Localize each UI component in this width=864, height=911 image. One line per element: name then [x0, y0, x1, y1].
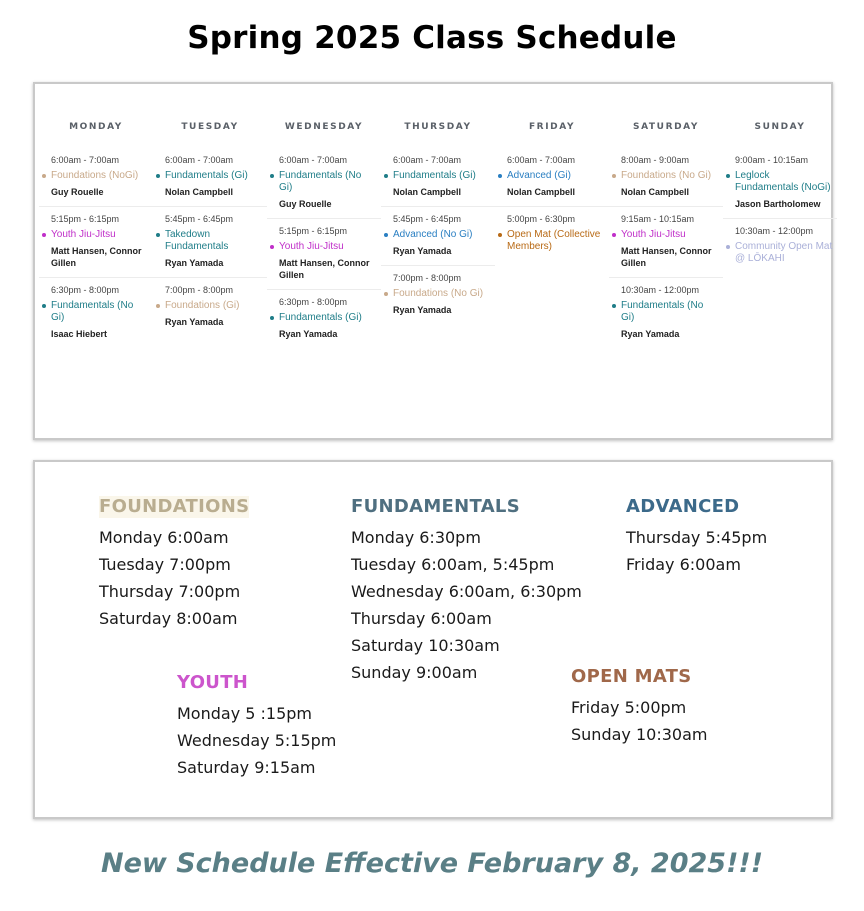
- class-item[interactable]: [495, 207, 609, 261]
- class-name-text: Youth Jiu-Jitsu: [51, 229, 116, 240]
- class-time: 10:30am - 12:00pm: [735, 226, 814, 236]
- class-name: [495, 229, 609, 253]
- class-name: [153, 170, 267, 182]
- class-item[interactable]: [267, 148, 381, 219]
- class-time: 6:30pm - 8:00pm: [51, 285, 120, 295]
- class-name-text: Youth Jiu-Jitsu: [279, 241, 344, 252]
- class-name-text: Leglock Fundamentals (NoGi): [735, 170, 831, 193]
- class-item[interactable]: [267, 219, 381, 290]
- class-time: 6:00am - 7:00am: [165, 155, 234, 165]
- class-name: [267, 241, 381, 253]
- bullet-dot-icon: [612, 233, 616, 237]
- class-time: 5:15pm - 6:15pm: [279, 226, 348, 236]
- class-name-text: Open Mat (Collective Members): [507, 229, 601, 252]
- class-name-text: Fundamentals (No Gi): [279, 170, 362, 193]
- bullet-dot-icon: [384, 292, 388, 296]
- bullet-dot-icon: [270, 316, 274, 320]
- class-time: 6:00am - 7:00am: [393, 155, 462, 165]
- summary-line: Saturday 8:00am: [99, 609, 238, 628]
- summary-line: Monday 6:00am: [99, 528, 229, 547]
- class-time: 5:45pm - 6:45pm: [393, 214, 462, 224]
- class-item[interactable]: [381, 148, 495, 207]
- class-instructor: Matt Hansen, Connor Gillen: [621, 246, 712, 268]
- summary-line: Monday 6:30pm: [351, 528, 481, 547]
- summary-line: Wednesday 6:00am, 6:30pm: [351, 582, 582, 601]
- class-name-text: Fundamentals (Gi): [165, 170, 248, 181]
- bullet-dot-icon: [726, 174, 730, 178]
- summary-line: Saturday 9:15am: [177, 758, 316, 777]
- class-item[interactable]: [609, 278, 723, 348]
- class-name-text: Youth Jiu-Jitsu: [621, 229, 686, 240]
- class-name-text: Fundamentals (No Gi): [51, 300, 134, 323]
- class-item[interactable]: [153, 148, 267, 207]
- summary-line: Monday 5 :15pm: [177, 704, 313, 723]
- class-instructor: Ryan Yamada: [621, 329, 680, 339]
- day-header: TUESDAY: [181, 122, 239, 132]
- class-name-text: Foundations (NoGi): [51, 170, 139, 181]
- class-time: 5:15pm - 6:15pm: [51, 214, 120, 224]
- day-header: SUNDAY: [754, 122, 806, 132]
- class-item[interactable]: [39, 148, 153, 207]
- day-column-sunday: [723, 120, 837, 273]
- class-name-text: Foundations (No Gi): [621, 170, 712, 181]
- bullet-dot-icon: [612, 174, 616, 178]
- bullet-dot-icon: [498, 174, 502, 178]
- class-instructor: Isaac Hiebert: [51, 329, 108, 339]
- class-time: 6:00am - 7:00am: [507, 155, 576, 165]
- class-time: 6:00am - 7:00am: [51, 155, 120, 165]
- class-name-text: Advanced (Gi): [507, 170, 571, 181]
- class-item[interactable]: [267, 290, 381, 348]
- class-name-text: Community Open Mat @ LŌKAHI: [735, 241, 833, 264]
- class-time: 5:00pm - 6:30pm: [507, 214, 576, 224]
- summary-line: Friday 5:00pm: [571, 698, 687, 717]
- summary-fundamentals-lines: [351, 524, 582, 686]
- bullet-dot-icon: [498, 233, 502, 237]
- class-item[interactable]: [723, 148, 837, 219]
- class-instructor: Guy Rouelle: [51, 187, 104, 197]
- class-name: [609, 300, 723, 324]
- bullet-dot-icon: [270, 245, 274, 249]
- summary-open-mats: [571, 666, 707, 748]
- class-name: [609, 229, 723, 241]
- class-name: [381, 229, 495, 241]
- summary-line: Sunday 10:30am: [571, 725, 708, 744]
- class-item[interactable]: [723, 219, 837, 273]
- class-instructor: Nolan Campbell: [507, 187, 576, 197]
- class-name: [381, 288, 495, 300]
- class-name: [609, 170, 723, 182]
- bullet-dot-icon: [156, 174, 160, 178]
- class-item[interactable]: [609, 148, 723, 207]
- class-time: 6:00am - 7:00am: [279, 155, 348, 165]
- class-item[interactable]: [39, 278, 153, 348]
- bullet-dot-icon: [384, 233, 388, 237]
- day-header: THURSDAY: [404, 122, 472, 132]
- class-instructor: Ryan Yamada: [279, 329, 338, 339]
- bullet-dot-icon: [726, 245, 730, 249]
- class-time: 8:00am - 9:00am: [621, 155, 690, 165]
- class-name-text: Fundamentals (Gi): [279, 312, 362, 323]
- summary-open-mats-heading: OPEN MATS: [571, 666, 692, 687]
- summary-line: Friday 6:00am: [626, 555, 741, 574]
- class-name-text: Fundamentals (No Gi): [621, 300, 704, 323]
- summary-advanced: [626, 496, 767, 578]
- summary-youth-lines: [177, 700, 336, 781]
- summary-youth-heading: YOUTH: [177, 672, 249, 693]
- summary-line: Sunday 9:00am: [351, 663, 478, 682]
- summary-open-mats-lines: [571, 694, 707, 748]
- class-name-text: Takedown Fundamentals: [165, 229, 229, 252]
- class-instructor: Ryan Yamada: [165, 258, 224, 268]
- class-instructor: Guy Rouelle: [279, 199, 332, 209]
- bullet-dot-icon: [42, 233, 46, 237]
- class-time: 7:00pm - 8:00pm: [393, 273, 462, 283]
- weekly-schedule-panel: [33, 82, 833, 440]
- class-item[interactable]: [381, 266, 495, 324]
- day-column-saturday: [609, 120, 723, 348]
- summary-fundamentals: [351, 496, 582, 686]
- summary-fundamentals-heading: FUNDAMENTALS: [351, 496, 520, 517]
- day-header: SATURDAY: [632, 122, 700, 132]
- summary-advanced-heading: ADVANCED: [626, 496, 740, 517]
- summary-foundations: [99, 496, 249, 632]
- bullet-dot-icon: [156, 304, 160, 308]
- class-name-text: Fundamentals (Gi): [393, 170, 476, 181]
- class-item[interactable]: [609, 207, 723, 278]
- class-instructor: Ryan Yamada: [165, 317, 224, 327]
- day-column-monday: [39, 120, 153, 348]
- class-name: [495, 170, 609, 182]
- class-name: [267, 170, 381, 194]
- class-time: 5:45pm - 6:45pm: [165, 214, 234, 224]
- class-name: [723, 170, 837, 194]
- class-name-text: Advanced (No Gi): [393, 229, 473, 240]
- bullet-dot-icon: [270, 174, 274, 178]
- class-time: 9:15am - 10:15am: [621, 214, 695, 224]
- summary-foundations-heading: FOUNDATIONS: [99, 496, 250, 517]
- class-instructor: Ryan Yamada: [393, 305, 452, 315]
- class-summary-panel: [33, 460, 833, 819]
- class-item[interactable]: [153, 278, 267, 336]
- class-name: [267, 312, 381, 324]
- summary-line: Thursday 6:00am: [351, 609, 492, 628]
- day-header: WEDNESDAY: [284, 122, 364, 132]
- summary-youth: [177, 672, 336, 781]
- class-name-text: Foundations (Gi): [165, 300, 240, 311]
- summary-line: Tuesday 7:00pm: [99, 555, 231, 574]
- bullet-dot-icon: [42, 304, 46, 308]
- summary-advanced-lines: [626, 524, 767, 578]
- class-name: [723, 241, 837, 265]
- class-name: [39, 229, 153, 241]
- class-item[interactable]: [153, 207, 267, 278]
- bullet-dot-icon: [384, 174, 388, 178]
- class-instructor: Nolan Campbell: [393, 187, 462, 197]
- day-column-friday: [495, 120, 609, 261]
- class-name-text: Foundations (No Gi): [393, 288, 484, 299]
- page-title: Spring 2025 Class Schedule: [187, 20, 677, 56]
- class-time: 10:30am - 12:00pm: [621, 285, 700, 295]
- class-item[interactable]: [39, 207, 153, 278]
- class-name: [39, 300, 153, 324]
- effective-date-note: New Schedule Effective February 8, 2025!!!: [100, 848, 764, 879]
- class-name: [153, 229, 267, 253]
- class-time: 7:00pm - 8:00pm: [165, 285, 234, 295]
- class-item[interactable]: [381, 207, 495, 266]
- day-columns: [39, 120, 833, 430]
- summary-line: Thursday 5:45pm: [626, 528, 768, 547]
- class-instructor: Ryan Yamada: [393, 246, 452, 256]
- day-column-tuesday: [153, 120, 267, 336]
- summary-line: Wednesday 5:15pm: [177, 731, 337, 750]
- class-instructor: Nolan Campbell: [621, 187, 690, 197]
- bullet-dot-icon: [612, 304, 616, 308]
- bullet-dot-icon: [42, 174, 46, 178]
- class-item[interactable]: [495, 148, 609, 207]
- class-instructor: Matt Hansen, Connor Gillen: [51, 246, 142, 268]
- class-instructor: Jason Bartholomew: [735, 199, 821, 209]
- summary-foundations-lines: [99, 524, 249, 632]
- day-column-wednesday: [267, 120, 381, 348]
- class-instructor: Matt Hansen, Connor Gillen: [279, 258, 370, 280]
- bullet-dot-icon: [156, 233, 160, 237]
- class-instructor: Nolan Campbell: [165, 187, 234, 197]
- day-header: MONDAY: [69, 122, 123, 132]
- class-time: 9:00am - 10:15am: [735, 155, 809, 165]
- summary-line: Tuesday 6:00am, 5:45pm: [351, 555, 555, 574]
- class-name: [153, 300, 267, 312]
- class-name: [39, 170, 153, 182]
- class-time: 6:30pm - 8:00pm: [279, 297, 348, 307]
- day-column-thursday: [381, 120, 495, 324]
- day-header: FRIDAY: [528, 122, 576, 132]
- class-name: [381, 170, 495, 182]
- summary-line: Thursday 7:00pm: [99, 582, 241, 601]
- summary-line: Saturday 10:30am: [351, 636, 500, 655]
